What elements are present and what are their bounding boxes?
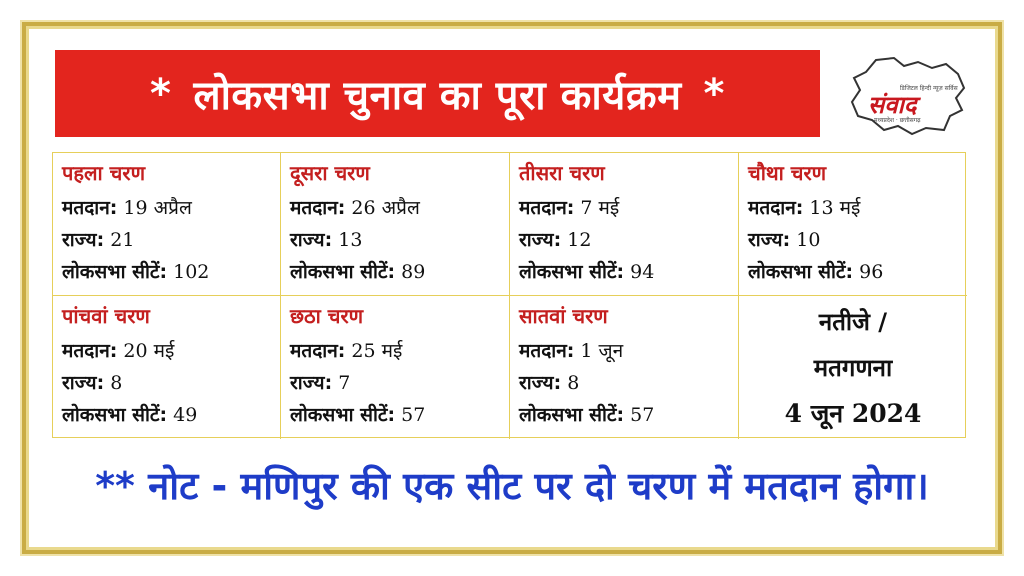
seats-label: लोकसभा सीटें:: [290, 261, 396, 283]
states-label: राज्य:: [748, 229, 791, 251]
seats-count: 102: [173, 261, 210, 283]
logo-subline: मध्यप्रदेश · छत्तीसगढ़: [874, 117, 921, 124]
polling-label: मतदान:: [748, 197, 804, 219]
states-count: 21: [110, 229, 135, 251]
states-label: राज्य:: [62, 372, 105, 394]
states-count: 10: [796, 229, 821, 251]
logo-text: संवाद: [868, 90, 917, 119]
seats-count: 96: [859, 261, 884, 283]
states-label: राज्य:: [290, 229, 333, 251]
title-star-left: *: [150, 70, 172, 117]
states-label: राज्य:: [62, 229, 105, 251]
seats-label: लोकसभा सीटें:: [748, 261, 854, 283]
states-count: 8: [110, 372, 123, 394]
phase-cell-5: [53, 296, 281, 439]
polling-date: 20 मई: [123, 340, 175, 362]
phase-cell-3: [510, 153, 739, 296]
states-label: राज्य:: [519, 372, 562, 394]
seats-label: लोकसभा सीटें:: [519, 261, 625, 283]
states-count: 7: [338, 372, 351, 394]
phase-cell-7: [510, 296, 739, 439]
seats-count: 89: [401, 261, 426, 283]
polling-date: 19 अप्रैल: [123, 197, 192, 219]
polling-label: मतदान:: [290, 340, 346, 362]
result-cell: [739, 296, 967, 439]
polling-date: 1 जून: [580, 340, 624, 362]
polling-label: मतदान:: [519, 197, 575, 219]
seats-label: लोकसभा सीटें:: [62, 261, 168, 283]
states-count: 8: [567, 372, 580, 394]
logo-tagline: डिजिटल हिन्दी न्यूज़ सर्विस: [900, 85, 958, 92]
title-star-right: *: [703, 70, 725, 117]
phase-title: तीसरा चरण: [519, 161, 605, 185]
seats-label: लोकसभा सीटें:: [62, 404, 168, 426]
phase-title: पांचवां चरण: [62, 304, 150, 328]
polling-label: मतदान:: [519, 340, 575, 362]
states-count: 13: [338, 229, 363, 251]
seats-label: लोकसभा सीटें:: [290, 404, 396, 426]
phase-title: चौथा चरण: [748, 161, 827, 185]
phase-title: छठा चरण: [290, 304, 364, 328]
schedule-grid: [52, 152, 966, 438]
seats-count: 57: [630, 404, 655, 426]
polling-label: मतदान:: [62, 340, 118, 362]
phase-cell-6: [281, 296, 510, 439]
polling-label: मतदान:: [290, 197, 346, 219]
phase-title: सातवां चरण: [519, 304, 608, 328]
counting-heading: मतगणना: [813, 353, 893, 382]
result-heading: नतीजे /: [818, 307, 888, 336]
polling-label: मतदान:: [62, 197, 118, 219]
seats-count: 94: [630, 261, 655, 283]
title-banner: [55, 50, 820, 137]
polling-date: 25 मई: [351, 340, 403, 362]
phase-cell-2: [281, 153, 510, 296]
seats-count: 49: [173, 404, 198, 426]
phase-cell-4: [739, 153, 967, 296]
phase-title: दूसरा चरण: [290, 161, 370, 185]
states-count: 12: [567, 229, 592, 251]
polling-date: 7 मई: [580, 197, 620, 219]
polling-date: 26 अप्रैल: [351, 197, 420, 219]
states-label: राज्य:: [290, 372, 333, 394]
states-label: राज्य:: [519, 229, 562, 251]
manipur-note: ** नोट - मणिपुर की एक सीट पर दो चरण में मतदान होगा।: [95, 464, 929, 508]
result-date: 4 जून 2024: [784, 398, 922, 428]
seats-label: लोकसभा सीटें:: [519, 404, 625, 426]
polling-date: 13 मई: [809, 197, 861, 219]
phase-cell-1: [53, 153, 281, 296]
phase-title: पहला चरण: [62, 161, 146, 185]
page-title: लोकसभा चुनाव का पूरा कार्यक्रम: [193, 73, 682, 119]
seats-count: 57: [401, 404, 426, 426]
